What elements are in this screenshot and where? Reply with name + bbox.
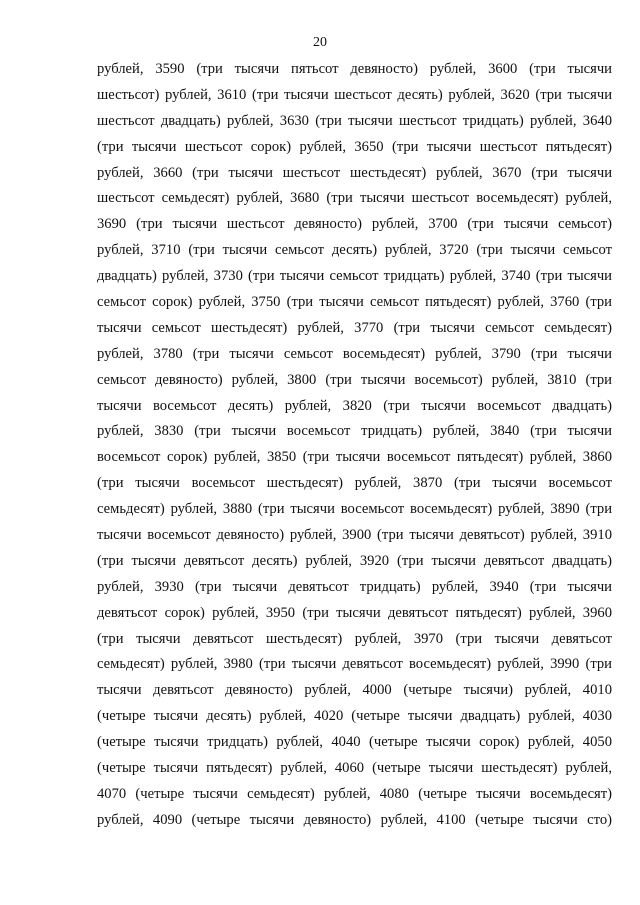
text-line: (четыре тысячи пятьдесят) рублей, 4060 (четыре тысячи шестьдесят) рублей, [97, 760, 612, 777]
text-line: рублей, 3660 (три тысячи шестьсот шестьдесят) рублей, 3670 (три тысячи [97, 164, 612, 181]
text-line: тысячи восемьсот девяносто) рублей, 3900 (три тысячи девятьсот) рублей, 3910 [97, 527, 612, 544]
text-line: девятьсот сорок) рублей, 3950 (три тысячи девятьсот пятьдесят) рублей, 3960 [97, 604, 612, 621]
text-line: (четыре тысячи десять) рублей, 4020 (четыре тысячи двадцать) рублей, 4030 [97, 708, 612, 725]
text-line: (три тысячи девятьсот десять) рублей, 3920 (три тысячи девятьсот двадцать) [97, 552, 612, 569]
text-line: рублей, 3780 (три тысячи семьсот восемьдесят) рублей, 3790 (три тысячи [97, 345, 612, 362]
text-line: тысячи восемьсот десять) рублей, 3820 (три тысячи восемьсот двадцать) [97, 397, 612, 414]
text-line: 4070 (четыре тысячи семьдесят) рублей, 4080 (четыре тысячи восемьдесят) [97, 785, 612, 802]
text-line: шестьсот семьдесят) рублей, 3680 (три тысячи шестьсот восемьдесят) рублей, [97, 190, 612, 207]
text-line: рублей, 3710 (три тысячи семьсот десять) рублей, 3720 (три тысячи семьсот [97, 242, 612, 259]
text-line: семьдесят) рублей, 3980 (три тысячи девятьсот восемьдесят) рублей, 3990 (три [97, 656, 612, 673]
text-line: рублей, 3930 (три тысячи девятьсот тридцать) рублей, 3940 (три тысячи [97, 578, 612, 595]
text-line: шестьсот двадцать) рублей, 3630 (три тысячи шестьсот тридцать) рублей, 3640 [97, 112, 612, 129]
text-line: рублей, 3590 (три тысячи пятьсот девяносто) рублей, 3600 (три тысячи [97, 61, 612, 77]
text-line: тысячи семьсот шестьдесят) рублей, 3770 (три тысячи семьсот семьдесят) [97, 319, 612, 336]
text-line: семьсот сорок) рублей, 3750 (три тысячи семьсот пятьдесят) рублей, 3760 (три [97, 294, 612, 311]
page-number: 20 [313, 35, 327, 50]
body-text [97, 57, 612, 834]
text-line: (три тысячи восемьсот шестьдесят) рублей, 3870 (три тысячи восемьсот [97, 475, 612, 492]
text-line: (три тысячи девятьсот шестьдесят) рублей, 3970 (три тысячи девятьсот [97, 630, 612, 647]
text-line: семьсот девяносто) рублей, 3800 (три тысячи восемьсот) рублей, 3810 (три [97, 371, 612, 388]
text-line: (четыре тысячи тридцать) рублей, 4040 (четыре тысячи сорок) рублей, 4050 [97, 734, 612, 751]
text-line: рублей, 3830 (три тысячи восемьсот тридцать) рублей, 3840 (три тысячи [97, 423, 612, 440]
text-line: (три тысячи шестьсот сорок) рублей, 3650 (три тысячи шестьсот пятьдесят) [97, 138, 612, 155]
text-line: семьдесят) рублей, 3880 (три тысячи восемьсот восемьдесят) рублей, 3890 (три [97, 501, 612, 518]
text-line: восемьсот сорок) рублей, 3850 (три тысячи восемьсот пятьдесят) рублей, 3860 [97, 449, 612, 466]
text-line: двадцать) рублей, 3730 (три тысячи семьсот тридцать) рублей, 3740 (три тысячи [97, 268, 612, 285]
text-line: 3690 (три тысячи шестьсот девяносто) рублей, 3700 (три тысячи семьсот) [97, 216, 612, 233]
text-line: тысячи девятьсот девяносто) рублей, 4000 (четыре тысячи) рублей, 4010 [97, 682, 612, 699]
text-line: рублей, 4090 (четыре тысячи девяносто) рублей, 4100 (четыре тысячи сто) [97, 811, 612, 828]
text-line: шестьсот) рублей, 3610 (три тысячи шестьсот десять) рублей, 3620 (три тысячи [97, 86, 612, 103]
